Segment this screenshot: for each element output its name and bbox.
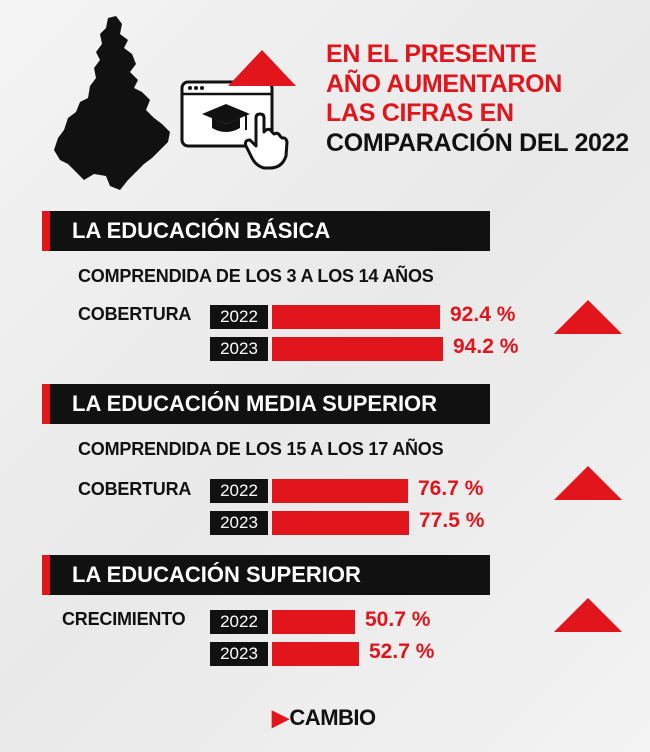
- value-label: 92.4 %: [450, 303, 516, 326]
- up-triangle-icon: [554, 300, 622, 334]
- value-label: 76.7 %: [418, 477, 484, 500]
- value-label: 52.7 %: [369, 640, 435, 663]
- bar-mark: [272, 479, 408, 503]
- logo-mark-icon: ▶: [272, 705, 289, 730]
- headline-line-2: AÑO AUMENTARON: [326, 69, 563, 98]
- headline-line-1: EN EL PRESENTE: [326, 40, 537, 68]
- year-label: 2022: [210, 305, 268, 329]
- value-label: 50.7 %: [365, 608, 431, 631]
- logo-text: CAMBIO: [289, 705, 376, 730]
- bar-mark: [272, 511, 409, 535]
- bar-mark: [272, 642, 359, 666]
- cambio-logo: [272, 705, 376, 731]
- bar-mark: [272, 610, 355, 634]
- metric-label: COBERTURA: [78, 479, 192, 499]
- section-accent: [42, 384, 50, 424]
- year-label: 2022: [210, 610, 268, 634]
- metric-label: COBERTURA: [78, 304, 192, 324]
- section-accent: [42, 555, 50, 595]
- year-label: 2023: [210, 511, 268, 535]
- section-title-text: LA EDUCACIÓN MEDIA SUPERIOR: [72, 391, 438, 416]
- graduation-cap-screen-icon: [178, 74, 298, 174]
- up-triangle-icon: [228, 50, 296, 86]
- section-title-basica: [42, 211, 490, 251]
- section-subtitle: COMPRENDIDA DE LOS 3 A LOS 14 AÑOS: [78, 266, 434, 286]
- puebla-map-icon: [50, 14, 175, 194]
- year-label: 2022: [210, 479, 268, 503]
- section-title-superior: [42, 555, 490, 595]
- bar-mark: [272, 305, 440, 329]
- section-title-media-superior: [42, 384, 490, 424]
- bar-mark: [272, 337, 443, 361]
- up-triangle-icon: [554, 598, 622, 632]
- year-label: 2023: [210, 642, 268, 666]
- metric-label: CRECIMIENTO: [62, 609, 186, 629]
- value-label: 77.5 %: [419, 509, 485, 532]
- section-title-text: LA EDUCACIÓN BÁSICA: [72, 218, 331, 243]
- headline: [326, 40, 636, 158]
- value-label: 94.2 %: [453, 335, 519, 358]
- section-accent: [42, 211, 50, 251]
- section-title-text: LA EDUCACIÓN SUPERIOR: [72, 562, 361, 587]
- section-subtitle: COMPRENDIDA DE LOS 15 A LOS 17 AÑOS: [78, 439, 444, 459]
- headline-line-4: COMPARACIÓN DEL 2022: [326, 128, 629, 157]
- year-label: 2023: [210, 337, 268, 361]
- headline-line-3: LAS CIFRAS EN: [326, 99, 514, 127]
- up-triangle-icon: [554, 466, 622, 500]
